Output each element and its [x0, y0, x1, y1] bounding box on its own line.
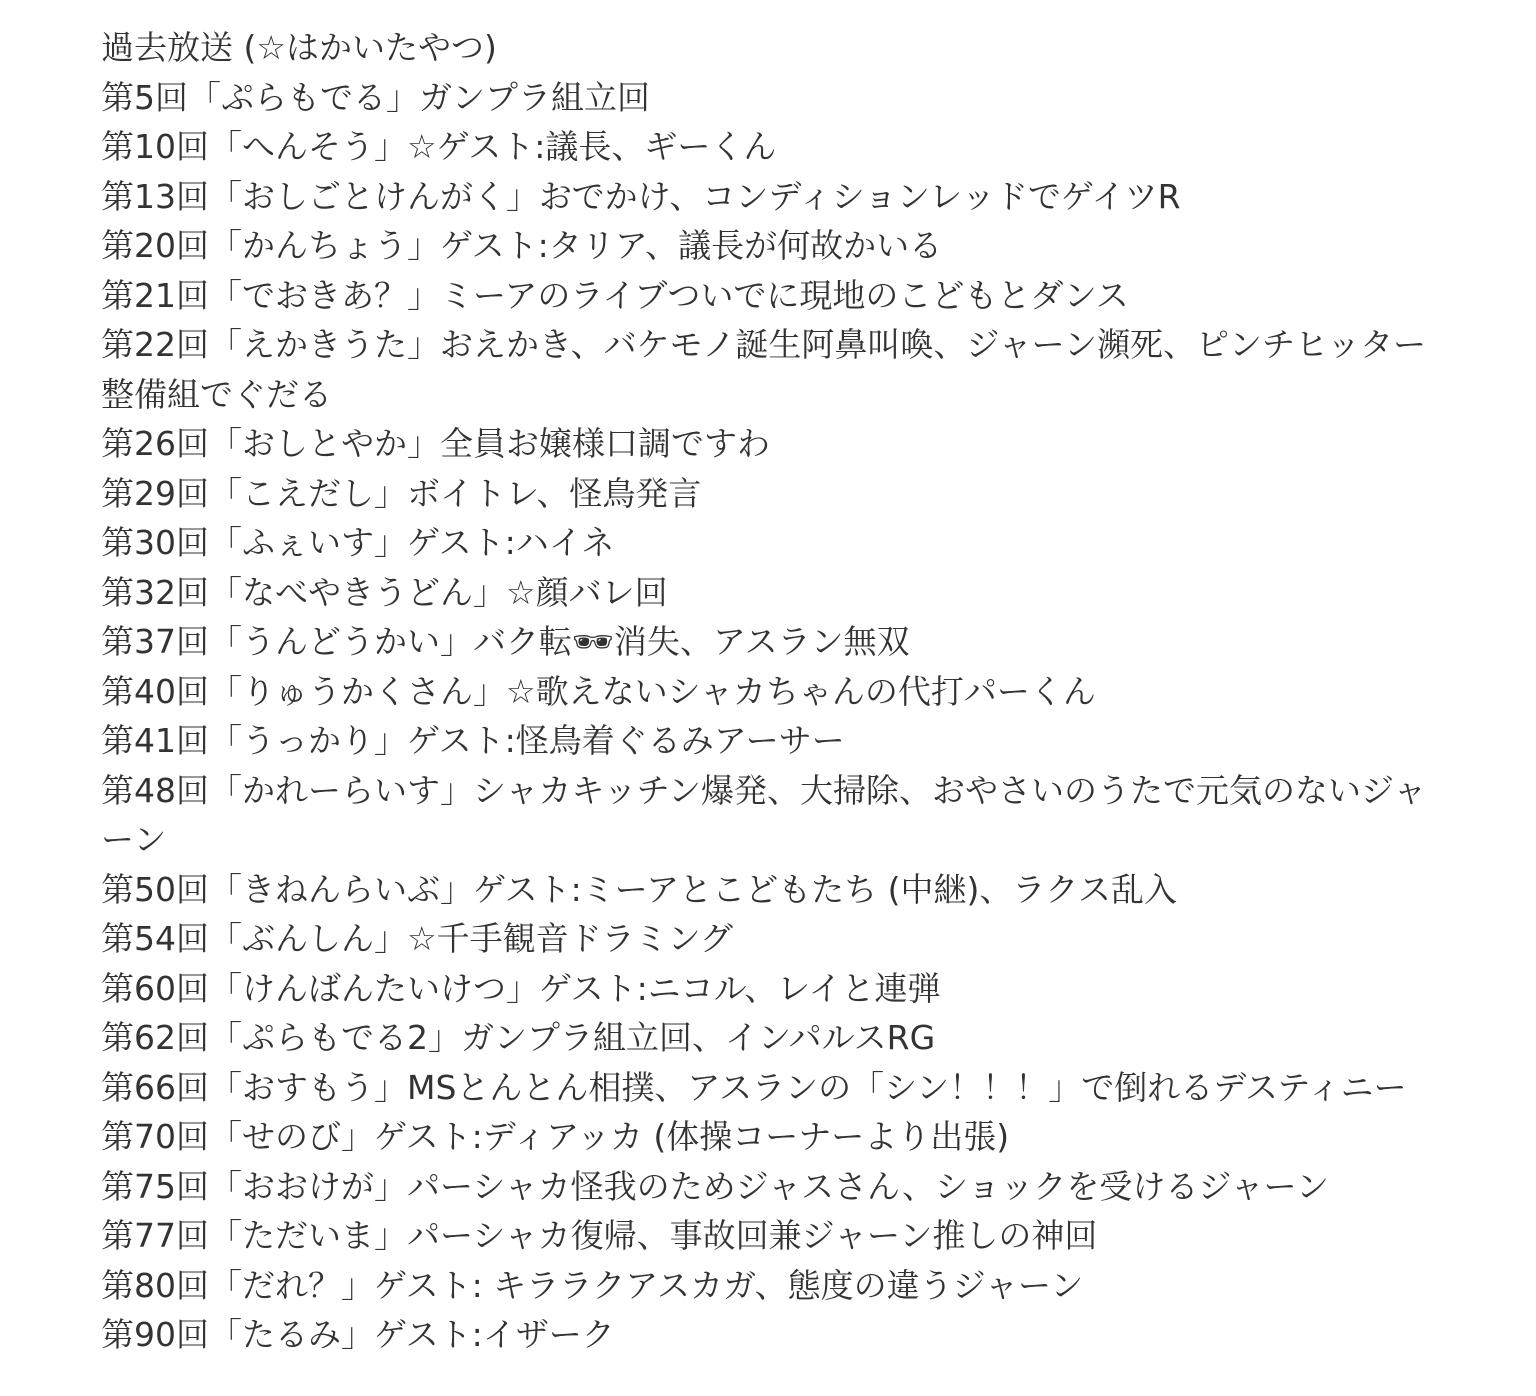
episode-line: 第21回「でおきあ？」ミーアのライブついでに現地のこどもとダンス	[101, 275, 1129, 315]
episode-line: 第50回「きねんらいぶ」ゲスト:ミーアとこどもたち (中継)、ラクス乱入	[101, 869, 1178, 909]
episode-line: 第13回「おしごとけんがく」おでかけ、コンディションレッドでゲイツR	[101, 176, 1181, 216]
episode-line: 第62回「ぷらもでる2」ガンプラ組立回、インパルスRG	[101, 1018, 936, 1057]
episode-line: 第30回「ふぇいす」ゲスト:ハイネ	[101, 523, 615, 562]
episode-line: 第54回「ぶんしん」☆千手観音ドラミング	[101, 919, 733, 958]
episode-line: 第77回「ただいま」パーシャカ復帰、事故回兼ジャーン推しの神回	[101, 1216, 1098, 1255]
episode-line: 第66回「おすもう」MSとんとん相撲、アスランの「シン！！！」で倒れるデスティニー	[101, 1067, 1407, 1107]
episode-line: 第32回「なべやきうどん」☆顔バレ回	[101, 572, 668, 612]
episode-line: 第29回「こえだし」ボイトレ、怪鳥発言	[101, 473, 702, 513]
note-body[interactable]	[101, 23, 1436, 1360]
episode-line: 第90回「たるみ」ゲスト:イザーク	[101, 1315, 615, 1354]
episode-line: 第60回「けんばんたいけつ」ゲスト:ニコル、レイと連弾	[101, 968, 941, 1008]
episode-line: 第48回「かれーらいす」シャカキッチン爆発、大掃除、おやさいのうたで元気のないジャーン	[101, 770, 1427, 859]
episode-line: 第75回「おおけが」パーシャカ怪我のためジャスさん、ショックを受けるジャーン	[101, 1166, 1330, 1206]
episode-line: 第40回「りゅうかくさん」☆歌えないシャカちゃんの代打パーくん	[101, 671, 1096, 711]
episode-line: 第5回「ぷらもでる」ガンプラ組立回	[101, 77, 650, 117]
episode-line: 第41回「うっかり」ゲスト:怪鳥着ぐるみアーサー	[101, 721, 845, 760]
note-heading: 過去放送 (☆はかいたやつ)	[101, 28, 497, 67]
episode-line: 第70回「せのび」ゲスト:ディアッカ (体操コーナーより出張)	[101, 1117, 1010, 1156]
episode-line: 第22回「えかきうた」おえかき、バケモノ誕生阿鼻叫喚、ジャーン瀕死、ピンチヒッター整備組でぐだる	[101, 325, 1427, 414]
episode-line: 第20回「かんちょう」ゲスト:タリア、議長が何故かいる	[101, 226, 943, 265]
episode-line: 第80回「だれ？」ゲスト: キララクアスカガ、態度の違うジャーン	[101, 1265, 1084, 1305]
episode-line: 第26回「おしとやか」全員お嬢様口調ですわ	[101, 424, 770, 463]
episode-line: 第10回「へんそう」☆ゲスト:議長、ギーくん	[101, 127, 777, 166]
episode-line: 第37回「うんどうかい」バク転🕶消失、アスラン無双	[101, 622, 910, 661]
